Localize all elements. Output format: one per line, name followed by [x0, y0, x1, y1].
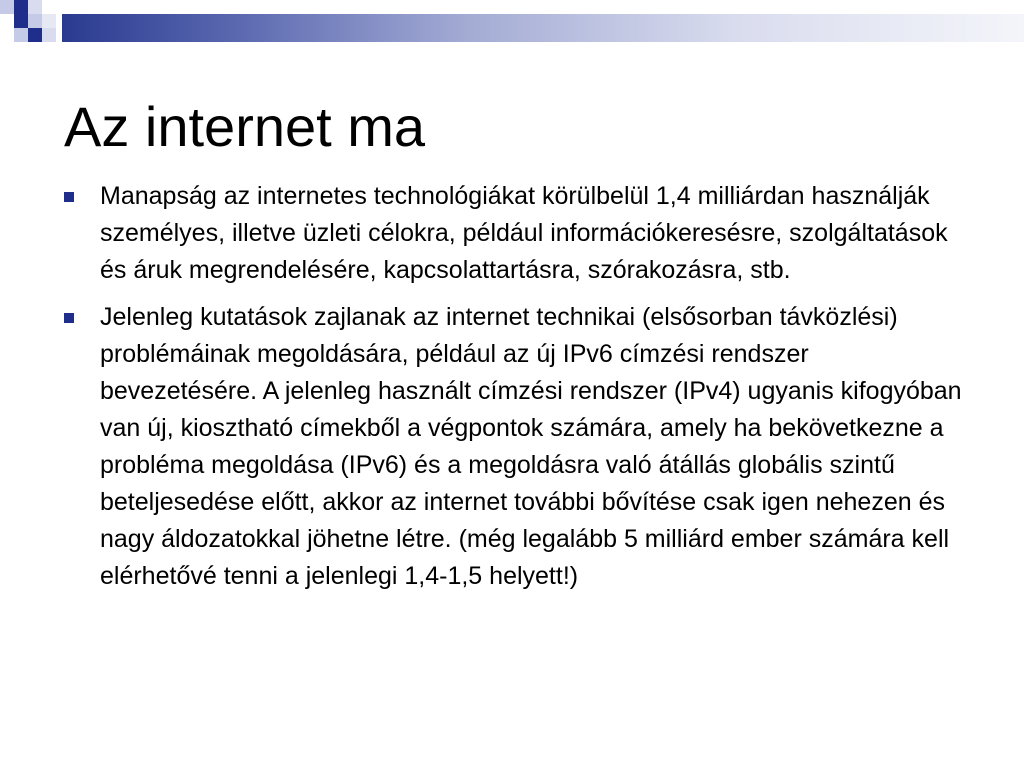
bullet-list: [62, 178, 962, 605]
decor-square: [28, 14, 42, 28]
header-gradient-band: [62, 14, 1024, 42]
bullet-item: [62, 299, 962, 595]
decor-square: [0, 14, 14, 28]
decor-square: [0, 0, 14, 14]
bullet-item: [62, 178, 962, 289]
decor-square: [28, 28, 42, 42]
header-decoration: [0, 0, 1024, 46]
bullet-text: Jelenleg kutatások zajlanak az internet technikai (elsősorban távközlési) problémáinak megoldására, például az új IPv6 címzési rendszer bevezetésére. A jelenleg használt címzési rendszer (IPv4) ugyanis kifogyóban van új, kiosztható címekből a végpontok számára, amely ha bekövetkezne a probléma megoldása (IPv6) és a megoldásra való átállás globális szintű beteljesedése előtt, akkor az internet további bővítése csak igen nehezen és nagy áldozatokkal jöhetne létre. (még legalább 5 milliárd ember számára kell elérhetővé tenni a jelenlegi 1,4-1,5 helyett!): [100, 303, 962, 590]
decor-square: [42, 14, 56, 28]
bullet-text: Manapság az internetes technológiákat körülbelül 1,4 milliárdan használják személyes, illetve üzleti célokra, például információkeresésre, szolgáltatások és áruk megrendelésére, kapcsolattartásra, szórakozásra, stb.: [100, 182, 948, 284]
decor-square: [14, 28, 28, 42]
square-bullet-icon: [64, 192, 74, 202]
decor-square: [42, 28, 56, 42]
decor-square: [14, 0, 28, 14]
slide-title: Az internet ma: [64, 95, 426, 158]
square-bullet-icon: [64, 313, 74, 323]
decor-square: [28, 0, 42, 14]
decor-square: [14, 14, 28, 28]
